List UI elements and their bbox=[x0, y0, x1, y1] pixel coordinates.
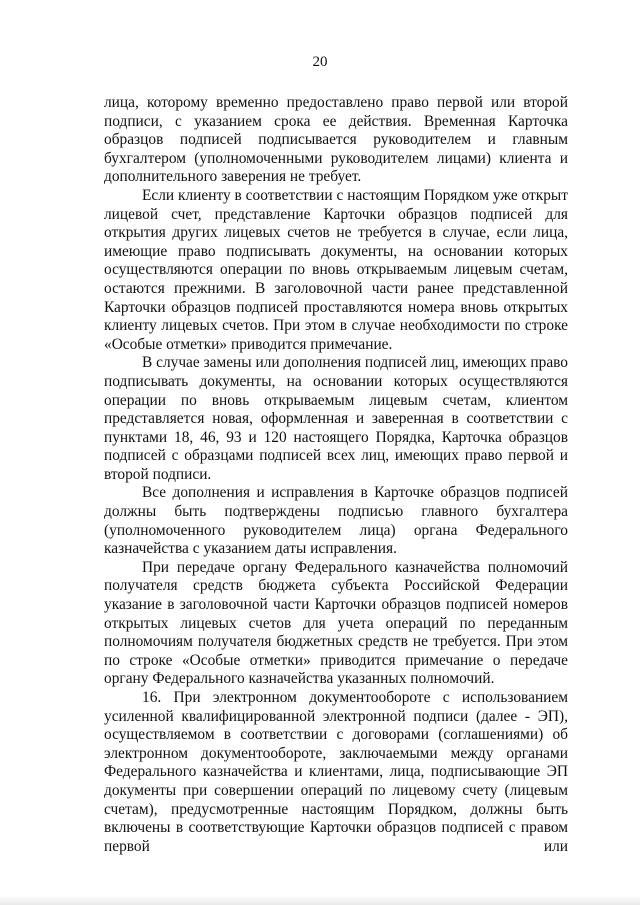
paragraph-signature-replacement: В случае замены или дополнения подписей лиц, имеющих право подписывать документы, на основании которых осуществляются операции по вновь открываемым лицевым счетам, клиентом представляется новая, оформленная и заверенная в соответствии с пунктами 18, 46, 93 и 120 настоящего Порядка, Карточка образцов подписей с образцами подписей всех лиц, имеющих право первой и второй подписи. bbox=[104, 354, 569, 483]
paragraph-item-16: 16. При электронном документообороте с использованием усиленной квалифицированной электронной подписи (далее - ЭП), осуществляемом в соответствии с договорами (соглашениями) об электронном документообороте, заключаемыми между органами Федерального казначейства и клиентами, лица, подписывающие ЭП документы при совершении операций по лицевому счету (лицевым счетам), предусмотренные настоящим Порядком, должны быть включены в соответствующие Карточки образцов подписей с правом первой или bbox=[104, 689, 568, 855]
paragraph-transfer-of-powers: При передаче органу Федерального казначейства полномочий получателя средств бюджета субъекта Российской Федерации указание в заголовочной части Карточки образцов подписей номеров открытых лицевых счетов для учета операций по переданным полномочиям получателя бюджетных средств не требуется. При этом по строке «Особые отметки» приводится примечание о передаче органу Федерального казначейства указанных полномочий. bbox=[104, 558, 568, 688]
paragraph-continuation: лица, которому временно предоставлено право первой или второй подписи, с указанием срока ее действия. Временная Карточка образцов подписей подписывается руководителем и главным бухгалтером (уполномоченными руководителем лицами) клиента и дополнительного заверения не требует. bbox=[104, 94, 568, 186]
document-body bbox=[104, 94, 568, 856]
paragraph-corrections: Все дополнения и исправления в Карточке образцов подписей должны быть подтверждены подписью главного бухгалтера (уполномоченного руководителем лица) органа Федерального казначейства с указанием даты исправления. bbox=[104, 484, 568, 558]
paragraph-existing-account: Если клиенту в соответствии с настоящим Порядком уже открыт лицевой счет, представление Карточки образцов подписей для открытия других лицевых счетов не требуется в случае, если лица, имеющие право подписывать документы, на основании которых осуществляются операции по вновь открываемым лицевым счетам, остаются прежними. В заголовочной части ранее представленной Карточки образцов подписей проставляются номера вновь открытых клиенту лицевых счетов. При этом в случае необходимости по строке «Особые отметки» приводится примечание. bbox=[104, 186, 568, 353]
page-bottom-edge bbox=[0, 895, 640, 905]
page-number: 20 bbox=[312, 54, 328, 70]
